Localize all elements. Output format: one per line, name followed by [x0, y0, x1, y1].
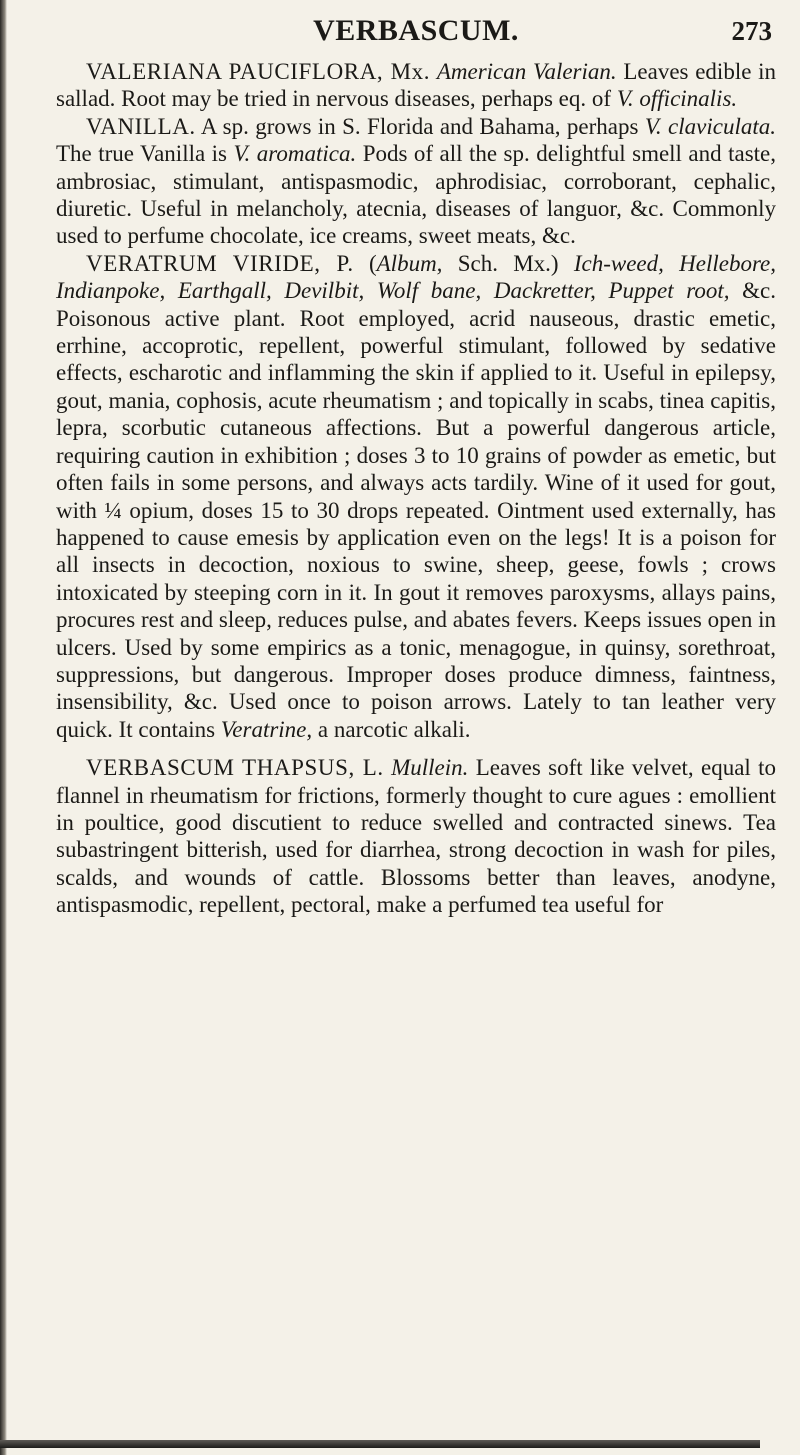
entry-text: &c. Poisonous active plant. Root employed, acrid nauseous, drastic emetic, errhine, accoprotic, repellent, powerful stimulant, followed by sedative effects, escharotic and inflamming the skin if applied to it. Useful in epilepsy, gout, mania, cophosis, acute rheumatism ; and topically in scabs, tinea capitis, lepra, scorbutic cutaneous affections. But a powerful dangerous article, requiring caution in exhibition ; doses 3 to 10 grains of powder as emetic, but often fails in some persons, and always acts tardily. Wine of it used for gout, with ¼ opium, doses 15 to 30 drops repeated. Ointment used externally, has happened to cause emesis by application even on the legs! It is a poison for all insects in decoction, noxious to swine, sheep, geese, fowls ; crows intoxicated by steeping corn in it. In gout it removes paroxysms, allays pains, procures rest and sleep, reduces pulse, and abates fevers. Keeps issues open in ulcers. Used by some empirics as a tonic, menagogue, in quinsy, sorethroat, suppressions, but dangerous. Improper doses produce dimness, faintness, insensibility, &c. Used once to poison arrows. Lately to tan leather very quick. It contains — [56, 278, 777, 742]
entry-text: A sp. grows in S. Florida and Bahama, perhaps — [200, 113, 639, 139]
entry-text: The true Vanilla is — [56, 141, 227, 167]
synonym: Album, — [376, 250, 443, 276]
chemical-term: Veratrine, — [220, 716, 313, 742]
page-number: 273 — [731, 16, 772, 46]
entry-text: Pods of all the sp. delightful smell and taste, ambrosiac, stimulant, antispasmodic, aphrodisiac, corroborant, cephalic, diuretic. Useful in melancholy, atecnia, diseases of languor, &c. Commonly used to perfume chocolate, ice creams, sweet meats, &c. — [56, 141, 776, 249]
entry-headword: VALERIANA PAUCIFLORA, Mx. — [86, 59, 431, 84]
common-names: Ich-weed, Hellebore, Indianpoke, Earthgall, Devilbit, Wolf bane, Dackretter, Puppet root, — [56, 250, 777, 304]
common-name: American Valerian. — [436, 59, 617, 84]
synonym-open: ( — [368, 250, 377, 276]
entry-headword: VANILLA. — [86, 113, 196, 139]
entry-text: a narcotic alkali. — [317, 716, 471, 742]
entry-text: Leaves edible in sallad. Root may be tried in nervous diseases, perhaps eq. of — [56, 59, 777, 112]
species-reference: V. aromatica. — [233, 141, 357, 167]
entry-verbascum — [56, 754, 776, 918]
page-body — [56, 58, 776, 919]
page-header — [60, 14, 772, 54]
species-reference: V. officinalis. — [616, 86, 738, 112]
entry-text: Leaves soft like velvet, equal to flannel in rheumatism for frictions, formerly thought to cure agues : emollient in poultice, good discutient to reduce swelled and contracted sinews. Tea subastringent bitterish, used for diarrhea, strong decoction in wash for piles, scalds, and wounds of cattle. Blossoms better than leaves, anodyne, antispasmodic, repellent, pectoral, make a perfumed tea useful for — [56, 755, 777, 918]
entry-headword: VERATRUM VIRIDE, P. — [86, 250, 354, 276]
bottom-edge-rule — [0, 1440, 760, 1448]
entry-veratrum — [56, 250, 776, 743]
common-name: Mullein. — [391, 755, 469, 781]
page-spine-shadow — [0, 0, 7, 1455]
running-head: VERBASCUM. — [313, 14, 519, 47]
entry-valeriana — [56, 58, 776, 113]
entry-headword: VERBASCUM THAPSUS, L. — [86, 755, 384, 781]
species-reference: V. claviculata. — [644, 113, 776, 139]
synonym-authority: Sch. Mx.) — [457, 250, 559, 276]
entry-vanilla — [56, 113, 776, 250]
